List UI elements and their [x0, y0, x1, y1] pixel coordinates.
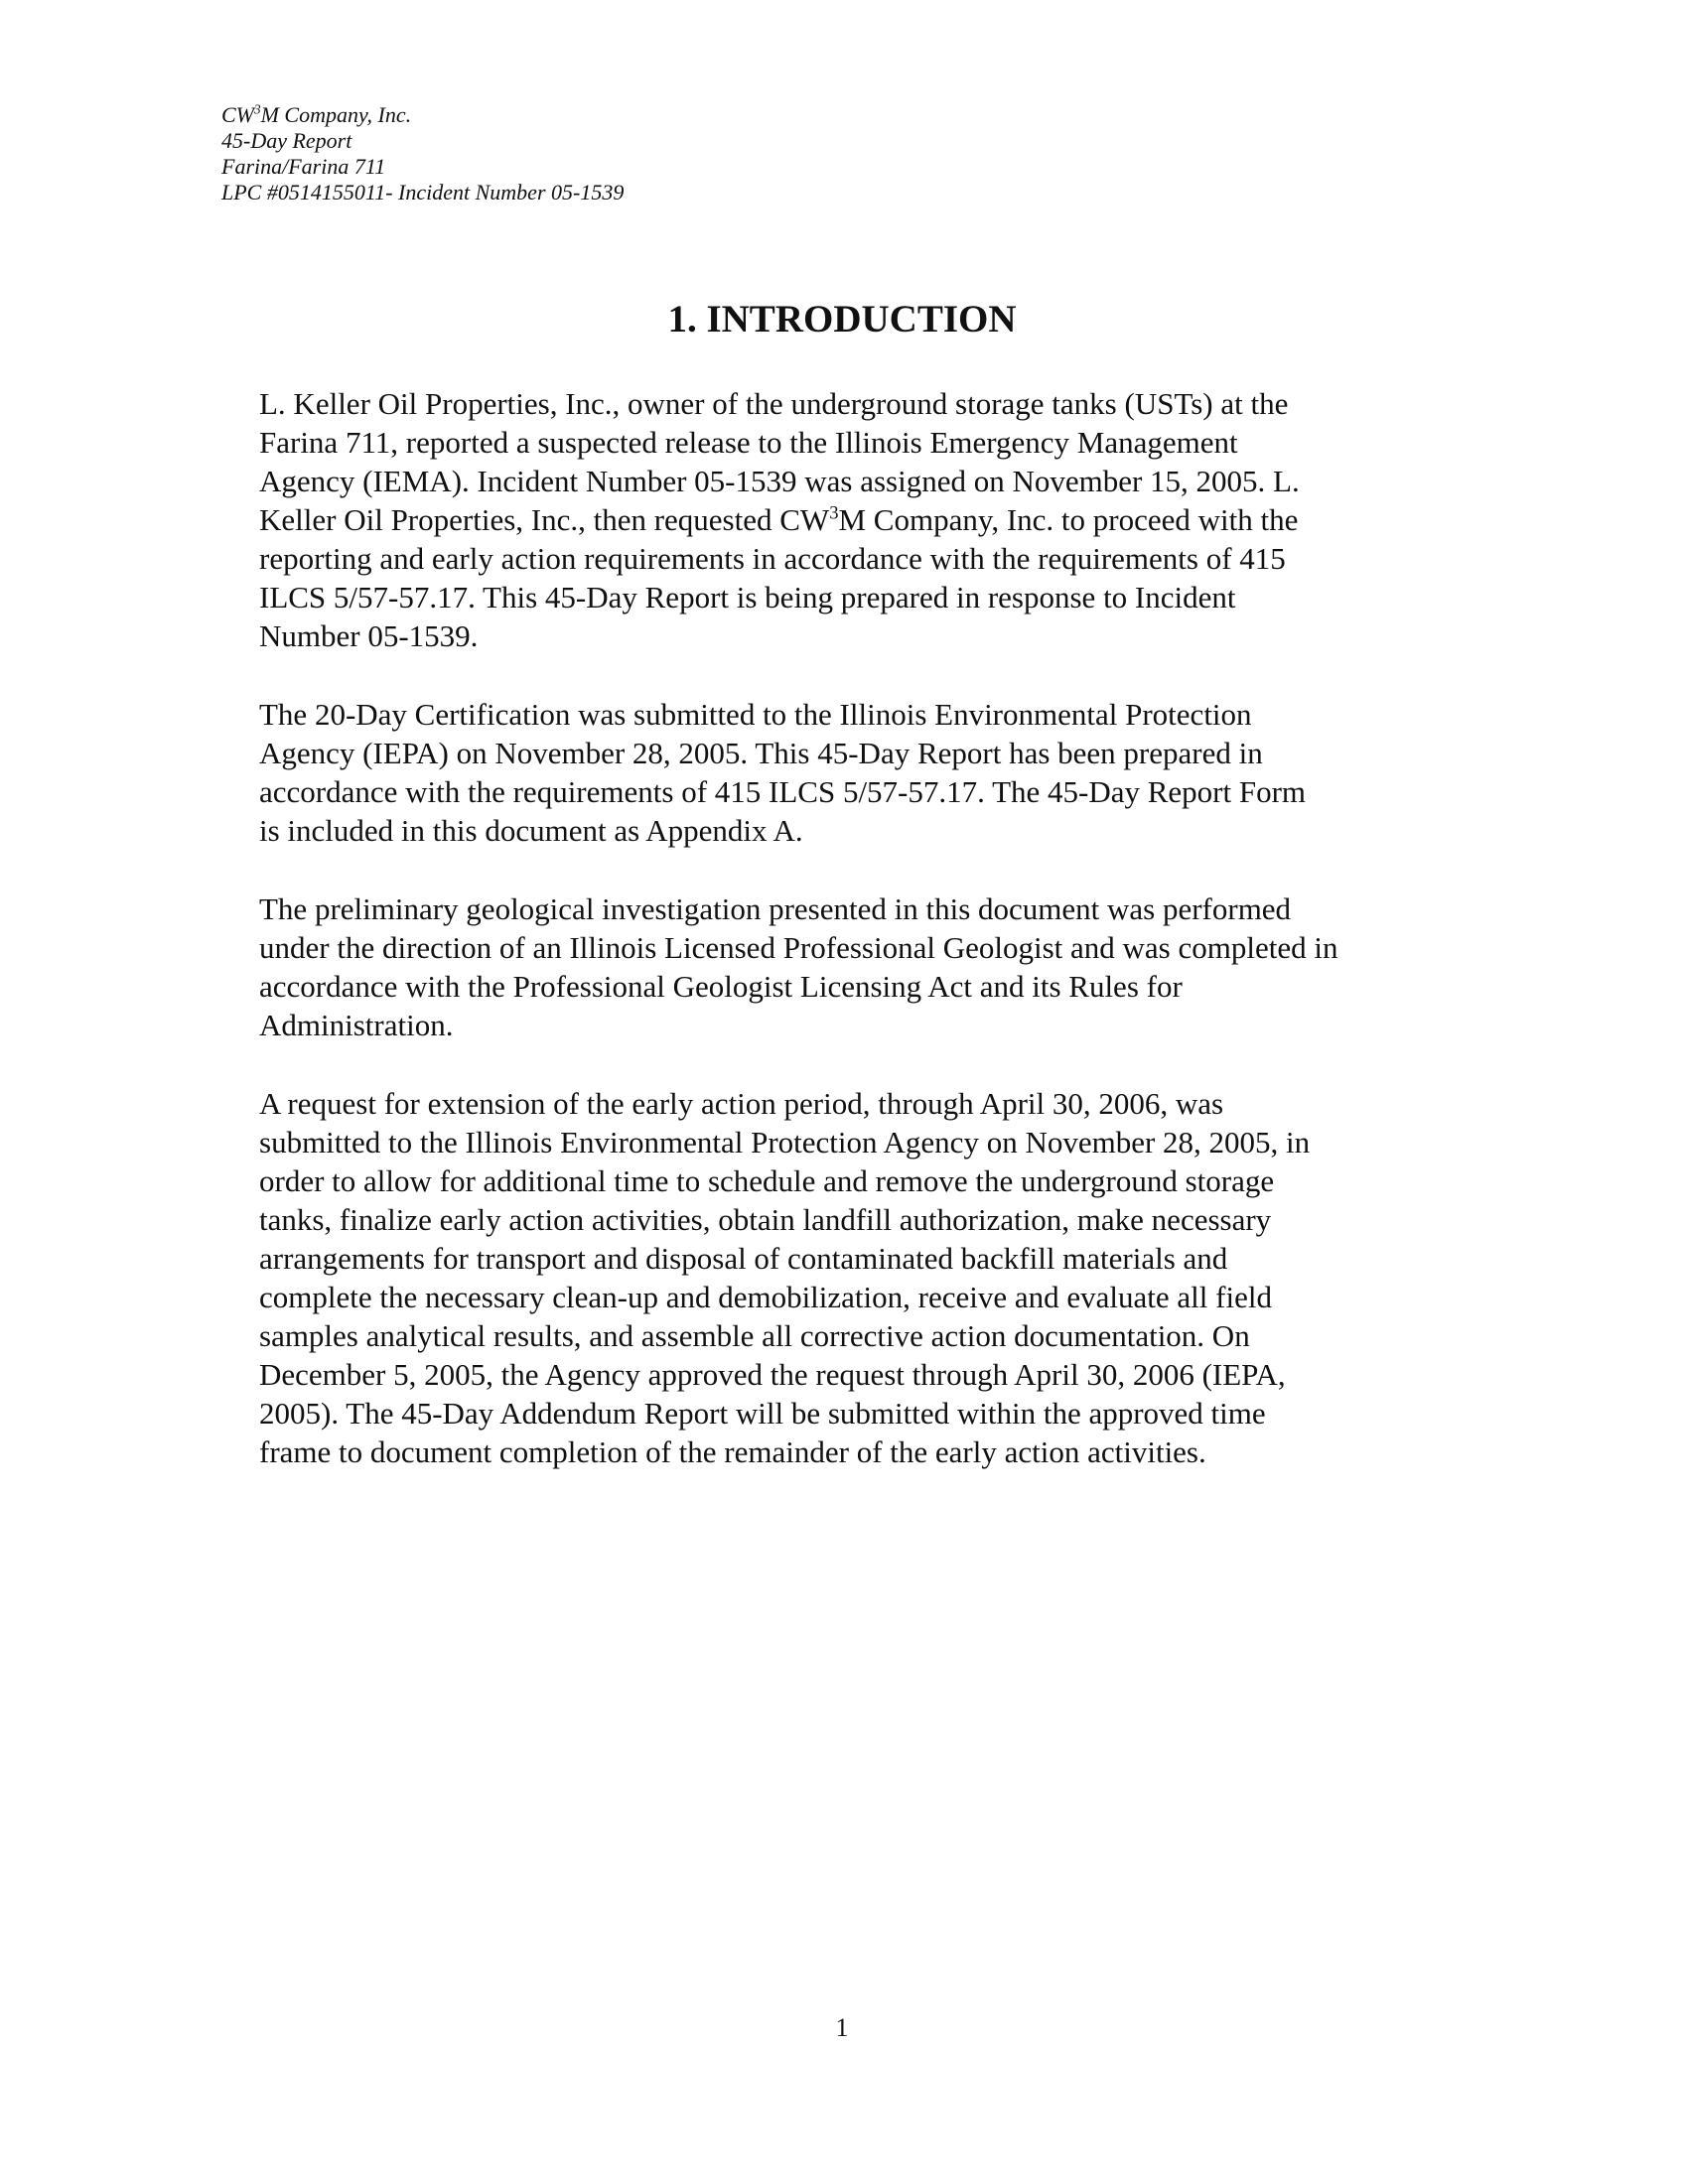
document-header	[221, 102, 624, 205]
page-number: 1	[835, 2013, 849, 2042]
paragraph-3: The preliminary geological investigation presented in this document was performed under the direction of an Illinois Licensed Professional Geologist and was completed in accordance with the Professional Geologist Licensing Act and its Rules for Administration.	[259, 891, 1338, 1042]
header-report: 45-Day Report	[221, 128, 352, 153]
header-company-post: M Company, Inc.	[260, 102, 412, 127]
paragraph-4: A request for extension of the early action period, through April 30, 2006, was submitted to the Illinois Environmental Protection Agency on November 28, 2005, in order to allow for additional time to schedule and remove the underground storage tanks, finalize early action activities, obtain landfill authorization, make necessary arrangements for transport and disposal of contaminated backfill materials and complete the necessary clean-up and demobilization, receive and evaluate all field samples analytical results, and assemble all corrective action documentation. On December 5, 2005, the Agency approved the request through April 30, 2006 (IEPA, 2005). The 45-Day Addendum Report will be submitted within the approved time frame to document completion of the remainder of the early action activities.	[259, 1086, 1311, 1469]
header-company-pre: CW	[221, 102, 254, 127]
document-body	[259, 384, 1451, 1511]
paragraph-1-part-a: L. Keller Oil Properties, Inc., owner of the underground storage tanks (USTs) at the Farina 711, reported a suspected release to the Illinois Emergency Management Agency (IEMA). Incident Number 05-1539 was assigned on November 15, 2005. L. Keller Oil Properties, Inc., then requested CW	[259, 386, 1300, 537]
header-company-sup: 3	[254, 101, 261, 117]
header-company	[221, 102, 624, 128]
paragraph-1-superscript: 3	[829, 502, 839, 524]
section-title: 1. INTRODUCTION	[667, 298, 1017, 341]
header-lpc: LPC #0514155011- Incident Number 05-1539	[221, 180, 625, 205]
paragraph-1	[259, 384, 1451, 655]
paragraph-2: The 20-Day Certification was submitted to the Illinois Environmental Protection Agency (IEPA) on November 28, 2005. This 45-Day Report has been prepared in accordance with the requirements of 415 ILCS 5/57-57.17. The 45-Day Report Form is included in this document as Appendix A.	[259, 697, 1307, 848]
header-site: Farina/Farina 711	[221, 154, 386, 179]
paragraph-1-part-b: M Company, Inc. to proceed with the reporting and early action requirements in accordance with the requirements of 415 ILCS 5/57-57.17. This 45-Day Report is being prepared in response to Incident Number 05-1539.	[259, 502, 1299, 653]
